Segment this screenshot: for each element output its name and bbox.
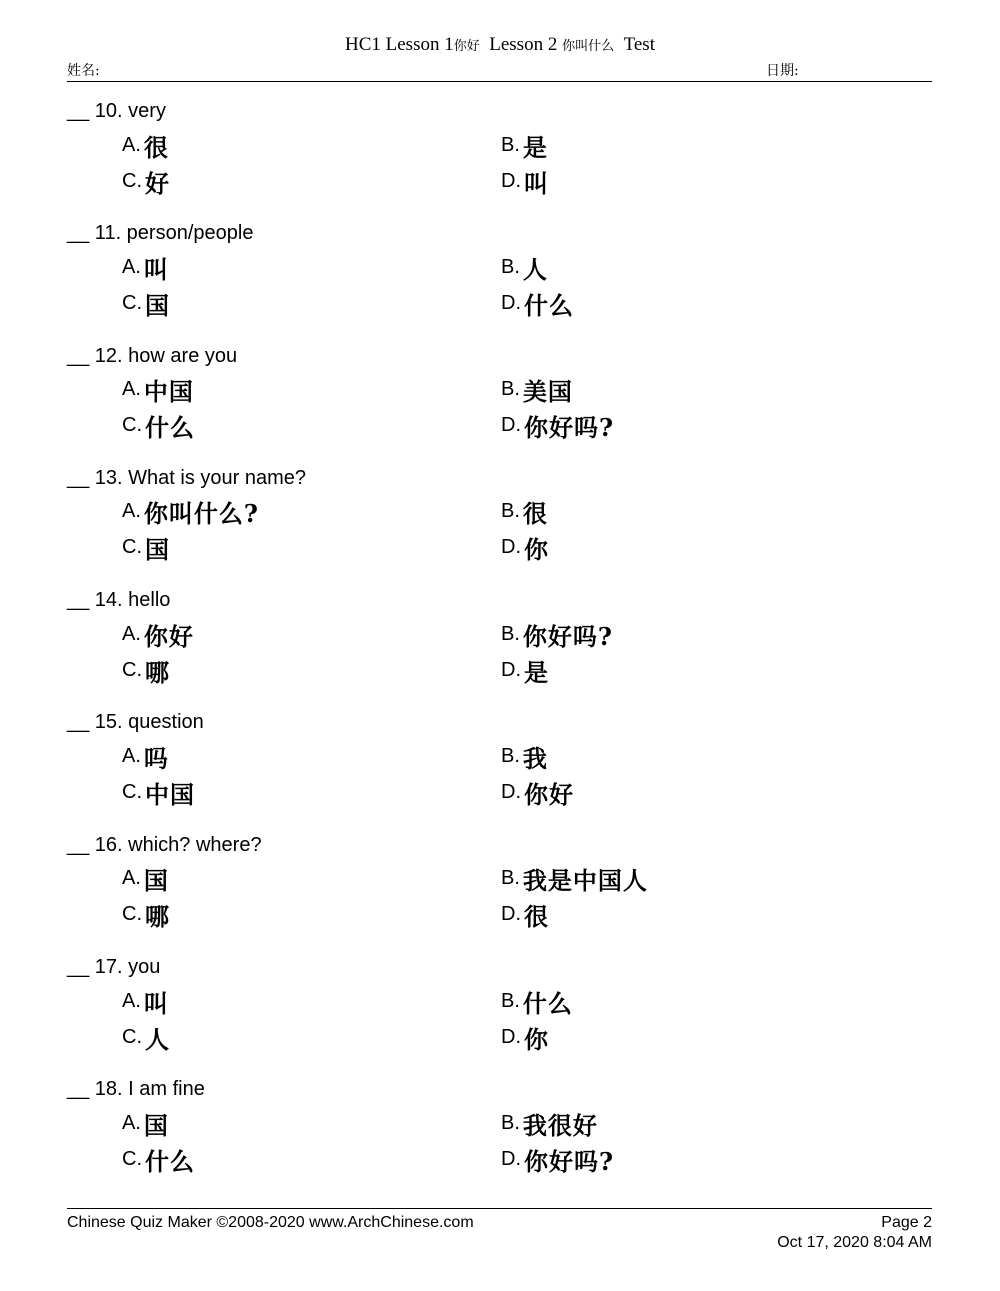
option-d[interactable]	[501, 1142, 614, 1176]
option-text: 国	[143, 866, 169, 896]
question-14	[67, 587, 937, 709]
option-letter: C.	[122, 903, 142, 926]
option-c[interactable]	[122, 1142, 195, 1176]
option-letter: A.	[122, 744, 141, 767]
option-text: 你好吗?	[524, 1146, 615, 1176]
option-a[interactable]	[122, 373, 194, 407]
page-title	[0, 34, 1000, 56]
question-11	[67, 220, 937, 342]
option-letter: D.	[501, 780, 521, 803]
option-text: 国	[145, 535, 170, 565]
option-text: 我	[522, 743, 548, 773]
title-cjk-lesson1: 你好	[453, 38, 480, 53]
option-text: 中国	[145, 779, 195, 809]
option-text: 国	[143, 1110, 169, 1140]
question-prompt: __ 14. hello	[67, 589, 171, 612]
option-letter: C.	[122, 536, 142, 559]
option-letter: D.	[501, 1025, 521, 1048]
option-text: 什么	[145, 413, 195, 443]
option-text: 哪	[145, 902, 170, 932]
option-d[interactable]	[501, 1020, 549, 1054]
option-b[interactable]	[501, 617, 613, 651]
option-text: 人	[145, 1024, 170, 1054]
option-text: 你	[524, 1024, 549, 1054]
option-a[interactable]	[122, 128, 169, 162]
option-letter: B.	[501, 867, 520, 890]
option-letter: B.	[501, 500, 520, 523]
option-letter: B.	[501, 378, 520, 401]
option-letter: B.	[501, 255, 520, 278]
option-text: 人	[522, 254, 548, 284]
option-text: 你好	[524, 779, 574, 809]
option-a[interactable]	[122, 984, 169, 1018]
print-date: Oct 17, 2020 8:04 AM	[777, 1234, 932, 1251]
option-b[interactable]	[501, 250, 548, 284]
option-text: 吗	[143, 743, 169, 773]
option-letter: A.	[122, 1111, 141, 1134]
option-d[interactable]	[501, 409, 614, 443]
title-mid: Lesson 2	[479, 34, 563, 55]
option-text: 我很好	[522, 1110, 598, 1140]
option-text: 很	[524, 902, 549, 932]
option-letter: A.	[122, 133, 141, 156]
question-17	[67, 954, 937, 1076]
title-cjk-lesson2: 你叫什么	[562, 38, 615, 53]
footer-divider	[67, 1208, 932, 1209]
option-letter: B.	[501, 989, 520, 1012]
question-prompt: __ 10. very	[67, 100, 166, 122]
option-letter: D.	[501, 903, 521, 926]
question-prompt: __ 16. which? where?	[67, 833, 262, 856]
option-d[interactable]	[501, 164, 549, 198]
option-letter: D.	[501, 1147, 521, 1170]
option-text: 什么	[522, 988, 573, 1018]
question-prompt: __ 12. how are you	[67, 344, 238, 367]
question-16	[67, 832, 937, 954]
option-b[interactable]	[501, 862, 648, 896]
question-12	[67, 343, 937, 465]
option-a[interactable]	[122, 617, 194, 651]
option-letter: A.	[122, 378, 141, 401]
option-text: 中国	[143, 377, 194, 407]
option-letter: B.	[501, 1111, 520, 1134]
option-a[interactable]	[122, 862, 169, 896]
option-b[interactable]	[501, 739, 548, 773]
option-c[interactable]	[122, 775, 195, 809]
option-letter: C.	[122, 658, 142, 681]
option-letter: B.	[501, 622, 520, 645]
footer-credit: Chinese Quiz Maker ©2008-2020 www.ArchChinese.com	[67, 1214, 474, 1231]
option-c[interactable]	[122, 409, 195, 443]
option-text: 我是中国人	[522, 866, 648, 896]
title-suffix: Test	[614, 34, 655, 55]
option-c[interactable]	[122, 531, 170, 565]
option-text: 你好	[143, 621, 194, 651]
header-divider	[67, 81, 932, 82]
option-d[interactable]	[501, 775, 574, 809]
option-text: 叫	[143, 988, 169, 1018]
option-text: 你	[524, 535, 549, 565]
page-number: Page 2	[881, 1214, 932, 1231]
option-text: 什么	[145, 1146, 195, 1176]
question-10	[67, 98, 937, 220]
option-letter: A.	[122, 989, 141, 1012]
option-c[interactable]	[122, 164, 170, 198]
question-list	[67, 98, 937, 1199]
name-label: 姓名:	[67, 63, 100, 79]
option-text: 叫	[524, 168, 549, 198]
option-letter: A.	[122, 867, 141, 890]
question-15	[67, 709, 937, 831]
option-text: 国	[145, 290, 170, 320]
option-c[interactable]	[122, 898, 170, 932]
question-prompt: __ 13. What is your name?	[67, 466, 307, 489]
question-18	[67, 1076, 937, 1198]
option-letter: C.	[122, 169, 142, 192]
question-13	[67, 465, 937, 587]
title-prefix: HC1 Lesson 1	[345, 34, 454, 55]
option-letter: A.	[122, 500, 141, 523]
question-prompt: __ 15. question	[67, 711, 204, 734]
option-b[interactable]	[501, 495, 548, 529]
option-d[interactable]	[501, 653, 549, 687]
option-text: 你叫什么?	[143, 499, 259, 529]
question-prompt: __ 18. I am fine	[67, 1078, 205, 1101]
question-prompt: __ 17. you	[67, 956, 161, 979]
option-letter: D.	[501, 169, 521, 192]
option-letter: D.	[501, 536, 521, 559]
option-letter: C.	[122, 291, 142, 314]
option-a[interactable]	[122, 1106, 169, 1140]
option-letter: C.	[122, 1025, 142, 1048]
option-letter: D.	[501, 414, 521, 437]
option-text: 美国	[522, 377, 573, 407]
question-prompt: __ 11. person/people	[67, 222, 254, 245]
option-a[interactable]	[122, 739, 169, 773]
option-letter: C.	[122, 780, 142, 803]
option-d[interactable]	[501, 531, 549, 565]
option-a[interactable]	[122, 495, 259, 529]
option-text: 哪	[145, 657, 170, 687]
option-text: 你好吗?	[524, 413, 615, 443]
option-text: 你好吗?	[522, 621, 613, 651]
option-c[interactable]	[122, 1020, 170, 1054]
option-letter: C.	[122, 1147, 142, 1170]
option-b[interactable]	[501, 1106, 598, 1140]
option-a[interactable]	[122, 250, 169, 284]
option-letter: A.	[122, 622, 141, 645]
option-text: 是	[524, 657, 549, 687]
option-letter: A.	[122, 255, 141, 278]
date-label: 日期:	[766, 63, 799, 79]
option-text: 是	[522, 132, 548, 162]
option-d[interactable]	[501, 898, 549, 932]
option-text: 很	[143, 132, 169, 162]
option-c[interactable]	[122, 286, 170, 320]
option-letter: B.	[501, 744, 520, 767]
option-text: 好	[145, 168, 170, 198]
option-b[interactable]	[501, 984, 573, 1018]
option-letter: D.	[501, 291, 521, 314]
option-letter: D.	[501, 658, 521, 681]
option-text: 很	[522, 499, 548, 529]
option-text: 叫	[143, 254, 169, 284]
option-letter: C.	[122, 414, 142, 437]
option-b[interactable]	[501, 373, 573, 407]
option-d[interactable]	[501, 286, 574, 320]
option-c[interactable]	[122, 653, 170, 687]
option-b[interactable]	[501, 128, 548, 162]
option-text: 什么	[524, 290, 574, 320]
option-letter: B.	[501, 133, 520, 156]
